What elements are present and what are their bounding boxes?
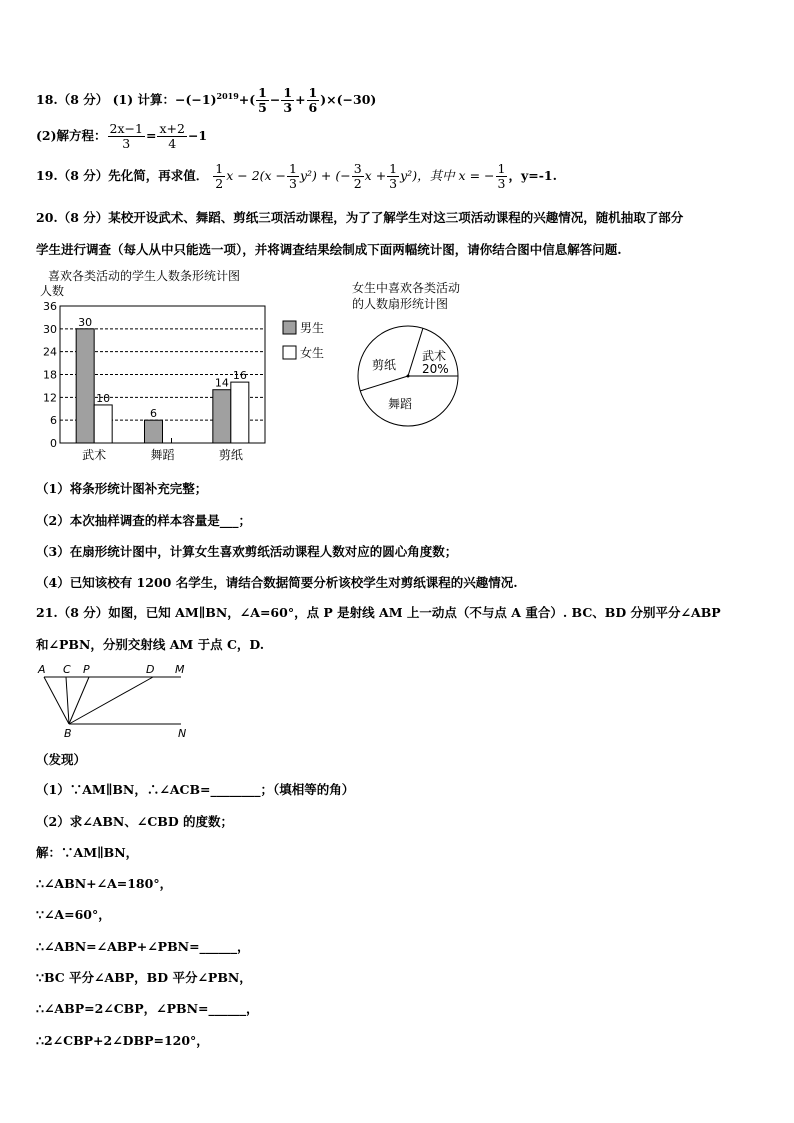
q21-l3: ∴∠ABN=∠ABP+∠PBN=______，: [36, 939, 250, 954]
label-m: M: [175, 663, 185, 676]
q18-line1: [36, 86, 376, 115]
q20-sub4: （4）已知该校有 1200 名学生，请结合数据简要分析该校学生对剪纸课程的兴趣情况.: [36, 575, 518, 590]
bar-chart-ylabel: 人数: [40, 284, 65, 298]
pie-label-jianzhi: 剪纸: [372, 358, 397, 372]
q20-sub1: （1）将条形统计图补充完整；: [36, 481, 208, 496]
q19-frac1: $\frac{1}{2}$: [215, 161, 224, 191]
q18-eq-tail: −1: [187, 128, 208, 143]
q21-l6: ∴2∠CBP+2∠DBP=120°，: [36, 1033, 209, 1048]
bar: [231, 382, 249, 443]
bar-data-label: 14: [214, 376, 229, 390]
y-tick-label: 18: [43, 368, 57, 382]
bar-data-label: 6: [150, 407, 157, 421]
q21-l2: ∵∠A=60°，: [36, 907, 111, 922]
q19-part1: x − 2(x −: [226, 168, 287, 183]
bar-chart-title: 喜欢各类活动的学生人数条形统计图: [48, 269, 241, 283]
q21-step2: （2）求∠ABN、∠CBD 的度数；: [36, 814, 234, 829]
geometry-figure: [36, 660, 196, 740]
q19-frac5: $\frac{1}{3}$: [497, 161, 506, 191]
bar-data-label: 30: [78, 315, 93, 329]
label-a: A: [38, 663, 46, 676]
q19-part2: y²) + (−: [299, 168, 351, 183]
pie-label-wudao: 舞蹈: [388, 397, 413, 411]
q18-frac2: $\frac{1}{3}$: [283, 85, 293, 115]
segment-bd: [69, 677, 153, 724]
q18-frac1: $\frac{1}{5}$: [258, 85, 267, 115]
q18-op2: +: [295, 92, 306, 107]
q18-exponent: 2019: [216, 90, 239, 101]
bar-data-label: 10: [96, 391, 111, 405]
pie-chart: [340, 278, 500, 438]
bar: [213, 390, 231, 443]
q18-eq-right: $\frac{x+2}{4}$: [159, 121, 185, 151]
q18-op: −: [269, 92, 281, 107]
q19-frac4: $\frac{1}{3}$: [389, 161, 398, 191]
pie-value-wushu: 20%: [422, 362, 449, 376]
bar: [94, 405, 112, 443]
legend-swatch-boys: [283, 321, 296, 334]
segment-bc: [66, 677, 69, 724]
q21-l4: ∵BC 平分∠ABP，BD 平分∠PBN，: [36, 970, 252, 985]
q21-l1: ∴∠ABN+∠A=180°，: [36, 876, 173, 891]
label-c: C: [63, 663, 71, 676]
label-d: D: [146, 663, 155, 676]
q20-sub3: （3）在扇形统计图中，计算女生喜欢剪纸活动课程人数对应的圆心角度数；: [36, 544, 458, 559]
y-tick-label: 24: [43, 345, 57, 359]
y-tick-label: 0: [50, 437, 57, 450]
label-b: B: [64, 727, 72, 740]
q20-sub2: （2）本次抽样调查的样本容量是___；: [36, 513, 251, 528]
q19-part3: x +: [364, 168, 387, 183]
label-p: P: [83, 663, 90, 676]
y-tick-label: 6: [50, 414, 57, 428]
legend-swatch-girls: [283, 346, 296, 359]
q18-part2: (2)解方程：: [36, 128, 107, 143]
q21-line2: 和∠PBN，分别交射线 AM 于点 C，D.: [36, 637, 265, 652]
q21-step1: （1）∵AM∥BN，∴∠ACB=________；（填相等的角）: [36, 782, 355, 797]
q18-tail: )×(−30): [320, 92, 377, 107]
q21-discover: （发现）: [36, 752, 87, 767]
q18-frac3: $\frac{1}{6}$: [308, 85, 318, 115]
q18-eq-left: $\frac{2x-1}{3}$: [109, 121, 143, 151]
x-tick-label: 剪纸: [218, 448, 243, 462]
pie-title-1: 女生中喜欢各类活动: [352, 281, 461, 295]
segment-ab: [44, 677, 69, 724]
y-tick-label: 36: [43, 300, 57, 313]
q19-frac2: $\frac{1}{3}$: [289, 161, 297, 191]
y-tick-label: 12: [43, 391, 57, 405]
bar-chart: [28, 266, 328, 466]
q18-expr: −(−1): [175, 92, 217, 107]
q21-l5: ∴∠ABP=2∠CBP，∠PBN=______，: [36, 1001, 259, 1016]
x-tick-label: 武术: [82, 448, 107, 462]
q19-part4: y²)，其中 x = −: [400, 168, 495, 183]
legend-label-boys: 男生: [300, 321, 325, 335]
q18-paren: +(: [238, 92, 256, 107]
q20-line1: 20.（8 分）某校开设武术、舞蹈、剪纸三项活动课程，为了了解学生对这三项活动课程的兴趣情况，随机抽取了部分: [36, 210, 684, 225]
q18-line2: [36, 122, 207, 151]
pie-center: [407, 375, 410, 378]
q20-line2: 学生进行调查（每人从中只能选一项），并将调查结果绘制成下面两幅统计图，请你结合图中信息解答问题.: [36, 242, 622, 257]
q18-head: 18.（8 分） (1) 计算：: [36, 92, 176, 107]
pie-label-wushu: 武术: [422, 349, 447, 363]
q21-line1: 21.（8 分）如图，已知 AM∥BN，∠A=60°，点 P 是射线 AM 上一动点（不与点 A 重合）. BC、BD 分别平分∠ABP: [36, 605, 721, 620]
label-n: N: [178, 727, 187, 740]
q18-eq: =: [145, 128, 157, 143]
q21-solution: 解：∵AM∥BN，: [36, 845, 139, 860]
legend-label-girls: 女生: [300, 346, 325, 360]
pie-title-2: 的人数扇形统计图: [352, 297, 449, 311]
q19-part5: ，y=-1.: [508, 168, 557, 183]
segment-bp: [69, 677, 89, 724]
bar: [145, 420, 163, 443]
bar-data-label: 16: [232, 369, 247, 383]
y-tick-label: 30: [43, 322, 57, 336]
q19-line: [36, 162, 557, 191]
x-tick-label: 舞蹈: [150, 448, 175, 462]
q19-frac3: $\frac{3}{2}$: [353, 161, 362, 191]
bar: [76, 329, 94, 443]
q19-head: 19.（8 分）先化简，再求值．: [36, 168, 209, 183]
